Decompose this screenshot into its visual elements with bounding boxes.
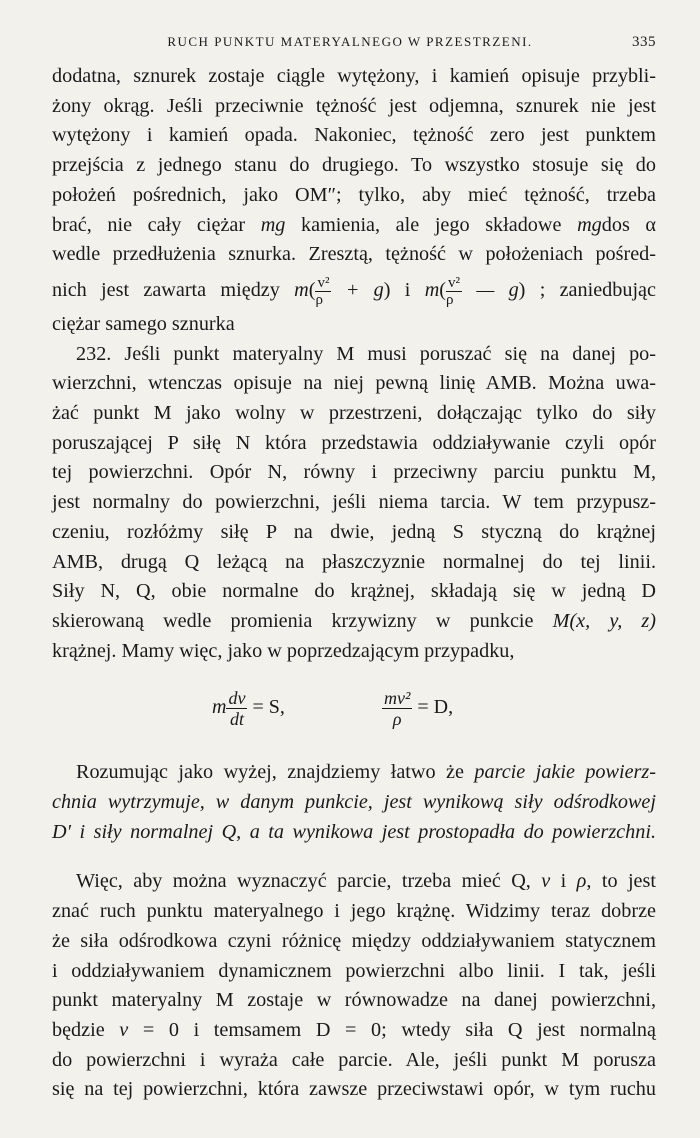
text-line: tej powierzchni. Opór N, równy i przeciwny parciu punktu M,	[52, 461, 656, 484]
math-symbol: dos α	[601, 213, 656, 236]
text-line: wytężony i kamień opada. Nakoniec, tężność zero jest punktem	[52, 124, 656, 147]
text-line: znać ruch punktu materyalnego i jego krążnę. Widzimy teraz dobrze	[52, 900, 656, 923]
text-run: = 0 i temsamem D = 0; wtedy siła Q jest normalną	[128, 1018, 656, 1041]
equation-fraction: $\frac{\text{mv²}}{\rho}$	[384, 688, 411, 730]
text-run: Rozumując jako wyżej, znajdziemy łatwo że	[76, 761, 475, 784]
text-run: będzie	[52, 1018, 120, 1041]
text-line: D′ i siły normalnej Q, a ta wynikowa jest prostopadła do powierzchni.	[52, 820, 656, 843]
text-line: przejścia z jednego stanu do drugiego. To wszystko stosuje się do	[52, 154, 656, 177]
text-line: żony okrąg. Jeśli przeciwnie tężność jest odjemna, sznurek nie jest	[52, 94, 656, 117]
display-equation	[52, 680, 656, 740]
text-run: skierowaną wedle promienia krzywizny w punkcie	[52, 609, 553, 632]
text-run: brać, nie cały ciężar	[52, 213, 261, 236]
running-header	[0, 34, 700, 56]
inline-fraction: $\frac{\text{v²}}{\rho}$	[446, 274, 461, 308]
paragraph-2	[52, 340, 656, 667]
text-line	[52, 758, 656, 788]
text-run: nich jest zawarta między	[52, 278, 295, 301]
math-symbol: ρ	[576, 870, 587, 893]
text-line: położeń pośrednich, jako OM″; tylko, aby mieć tężność, trzeba	[52, 183, 656, 206]
inline-fraction: $\frac{\text{v²}}{\rho}$	[315, 274, 330, 308]
emphasis-text: parcie jakie powierz-	[474, 761, 656, 784]
text-run: i	[550, 870, 577, 893]
text-line	[52, 607, 656, 637]
equation-tangential	[212, 688, 285, 729]
equation-fraction: $\frac{dv}{dt}$	[228, 688, 246, 730]
text-line: 232. Jeśli punkt materyalny M musi poruszać się na danej po-	[76, 342, 656, 365]
math-symbol: m	[424, 278, 440, 301]
text-line	[52, 1016, 656, 1046]
math-symbol: mg	[577, 213, 602, 236]
equation-normal	[382, 688, 453, 729]
text-line: do powierzchni i wyraża całe parcie. Ale, jeśli punkt M porusza	[52, 1048, 656, 1071]
math-symbol: — g	[476, 278, 519, 301]
paragraph-1	[52, 62, 656, 340]
text-line	[52, 867, 656, 897]
page-number: 335	[632, 34, 656, 50]
text-line: ciężar samego sznurka	[52, 312, 235, 335]
text-line: żać punkt M jako wolny w przestrzeni, dołączając tylko do siły	[52, 402, 656, 425]
text-line: krążnej. Mamy więc, jako w poprzedzającym przypadku,	[52, 639, 515, 662]
text-run: i	[404, 278, 411, 301]
text-line: że siła odśrodkowa czyni różnicę między oddziaływaniem statycznem	[52, 929, 656, 952]
text-run: ; zaniedbując	[539, 278, 656, 301]
math-symbol: + g	[345, 278, 384, 301]
math-symbol: mg	[260, 213, 286, 236]
text-line: się na tej powierzchni, która zawsze przeciwstawi opór, w tym ruchu	[52, 1078, 656, 1101]
text-line: poruszającej P siłę N która przedstawia oddziaływanie czyli opór	[52, 431, 656, 454]
text-run: kamienia, ale jego składowe	[285, 213, 578, 236]
text-line: punkt materyalny M zostaje w równowadze na danej powierzchni,	[52, 989, 656, 1012]
running-title: RUCH PUNKTU MATERYALNEGO W PRZESTRZENI.	[167, 34, 533, 49]
text-body	[52, 62, 656, 1105]
text-line	[52, 211, 656, 241]
math-symbol: M(x, y, z)	[552, 609, 656, 632]
equation-rhs: = D,	[417, 696, 454, 719]
text-line: AMB, drugą Q leżącą na płaszczyznie normalnej do tej linii.	[52, 550, 656, 573]
text-line: jest normalny do powierzchni, jeśli niema tarcia. W tem przypusz-	[52, 491, 656, 514]
math-symbol: m	[212, 696, 227, 719]
text-line: wedle przedłużenia sznurka. Zresztą, tężność w położeniach pośred-	[52, 243, 656, 266]
text-line: chnia wytrzymuje, w danym punkcie, jest wynikową siły odśrodkowej	[52, 791, 656, 814]
text-line: czeniu, rozłóżmy siłę P na dwie, jedną S styczną do krążnej	[52, 520, 656, 543]
text-run: , to jest	[586, 870, 656, 893]
text-line: dodatna, sznurek zostaje ciągle wytężony, i kamień opisuje przybli-	[52, 65, 656, 87]
text-line: i oddziaływaniem dynamicznem powierzchni albo linii. I tak, jeśli	[52, 959, 656, 982]
text-line: wierzchni, wtenczas opisuje na niej pewną linię AMB. Można uwa-	[52, 372, 656, 395]
text-run: Więc, aby można wyznaczyć parcie, trzeba mieć Q,	[76, 870, 542, 893]
paragraph-4	[52, 867, 656, 1105]
text-line: Siły N, Q, obie normalne do krążnej, składają się w jedną D	[52, 580, 656, 603]
math-symbol: v	[541, 870, 551, 893]
text-line: nich jest zawarta między m( $\frac{\text{v²}}{\rho}$ + g) i m( $\frac{\text{v²}}{\rho}$ — g) ; zaniedbując	[52, 274, 656, 308]
math-symbol: m	[294, 278, 309, 301]
paragraph-3	[52, 758, 656, 847]
equation-rhs: = S,	[252, 696, 285, 719]
math-symbol: v	[119, 1018, 129, 1041]
